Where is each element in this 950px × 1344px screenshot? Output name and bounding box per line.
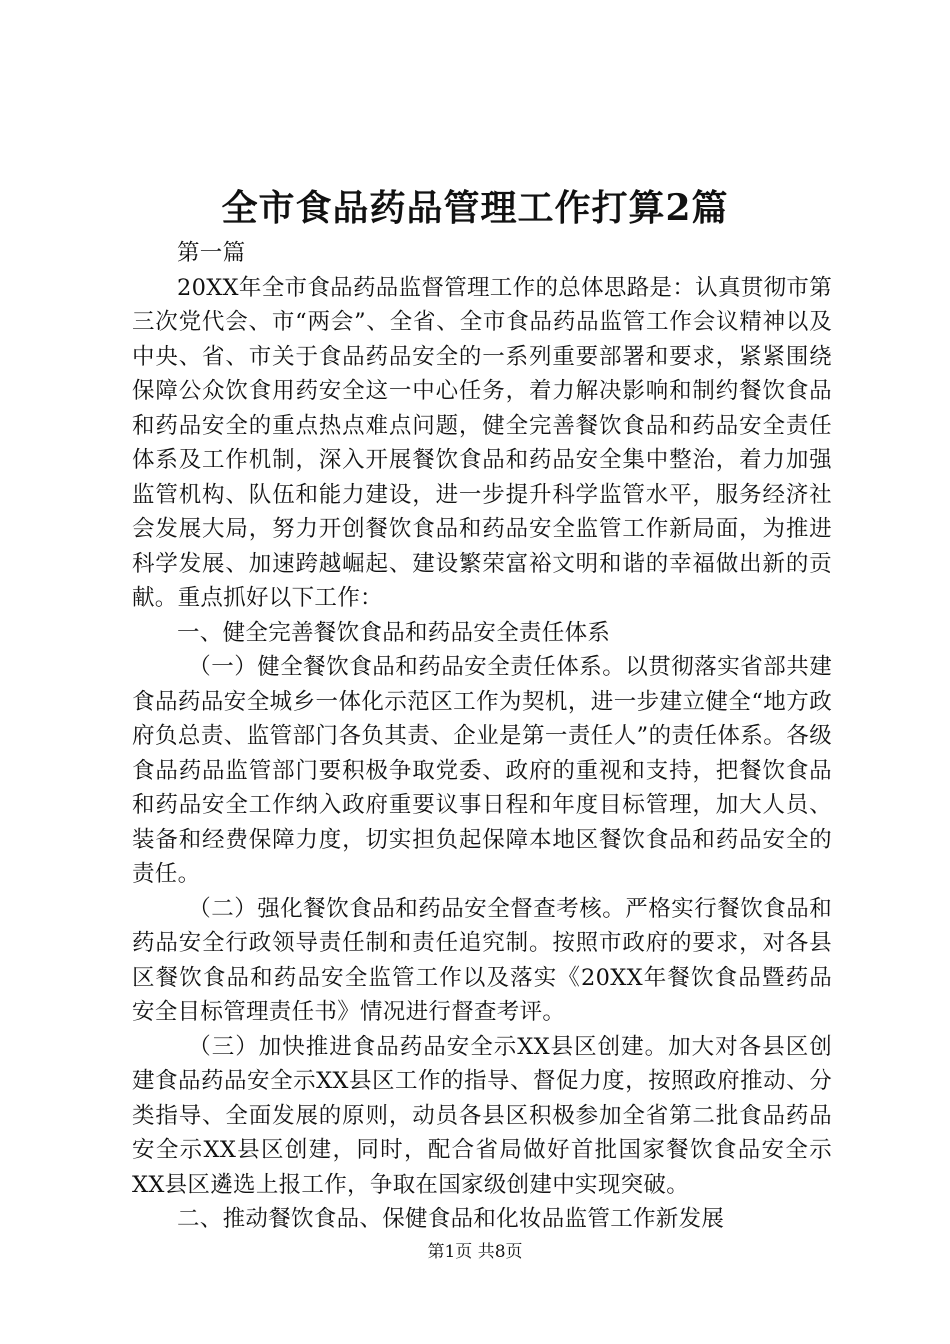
- page-number-footer: 第1页 共8页: [427, 1242, 523, 1262]
- document-body: [132, 236, 832, 1237]
- section-label: 第一篇: [177, 240, 246, 266]
- body-paragraph: （三）加快推进食品药品安全示XX县区创建。加大对各县区创建食品药品安全示XX县区工作的指导、督促力度，按照政府推动、分类指导、全面发展的原则，动员各县区积极参加全省第二批食品药品安全示XX县区创建，同时，配合省局做好首批国家餐饮食品安全示XX县区遴选上报工作，争取在国家级创建中实现突破。: [132, 1033, 832, 1198]
- document-title: 全市食品药品管理工作打算2篇: [221, 187, 729, 229]
- body-paragraph: （一）健全餐饮食品和药品安全责任体系。以贯彻落实省部共建食品药品安全城乡一体化示范区工作为契机，进一步建立健全“地方政府负总责、监管部门各负其责、企业是第一责任人”的责任体系。各级食品药品监管部门要积极争取党委、政府的重视和支持，把餐饮食品和药品安全工作纳入政府重要议事日程和年度目标管理，加大人员、装备和经费保障力度，切实担负起保障本地区餐饮食品和药品安全的责任。: [132, 654, 832, 887]
- section-heading: 一、健全完善餐饮食品和药品安全责任体系: [177, 619, 611, 646]
- body-paragraph: （二）强化餐饮食品和药品安全督查考核。严格实行餐饮食品和药品安全行政领导责任制和责任追究制。按照市政府的要求，对各县区餐饮食品和药品安全监管工作以及落实《20XX年餐饮食品暨药品安全目标管理责任书》情况进行督查考评。: [132, 895, 832, 1025]
- body-paragraph: 20XX年全市食品药品监督管理工作的总体思路是：认真贯彻市第三次党代会、市“两会”、全省、全市食品药品监管工作会议精神以及中央、省、市关于食品药品安全的一系列重要部署和要求，紧紧围绕保障公众饮食用药安全这一中心任务，着力解决影响和制约餐饮食品和药品安全的重点热点难点问题，健全完善餐饮食品和药品安全责任体系及工作机制，深入开展餐饮食品和药品安全集中整治，着力加强监管机构、队伍和能力建设，进一步提升科学监管水平，服务经济社会发展大局，努力开创餐饮食品和药品安全监管工作新局面，为推进科学发展、加速跨越崛起、建设繁荣富裕文明和谐的幸福做出新的贡献。重点抓好以下工作：: [132, 274, 832, 611]
- section-heading: 二、推动餐饮食品、保健食品和化妆品监管工作新发展: [177, 1206, 725, 1232]
